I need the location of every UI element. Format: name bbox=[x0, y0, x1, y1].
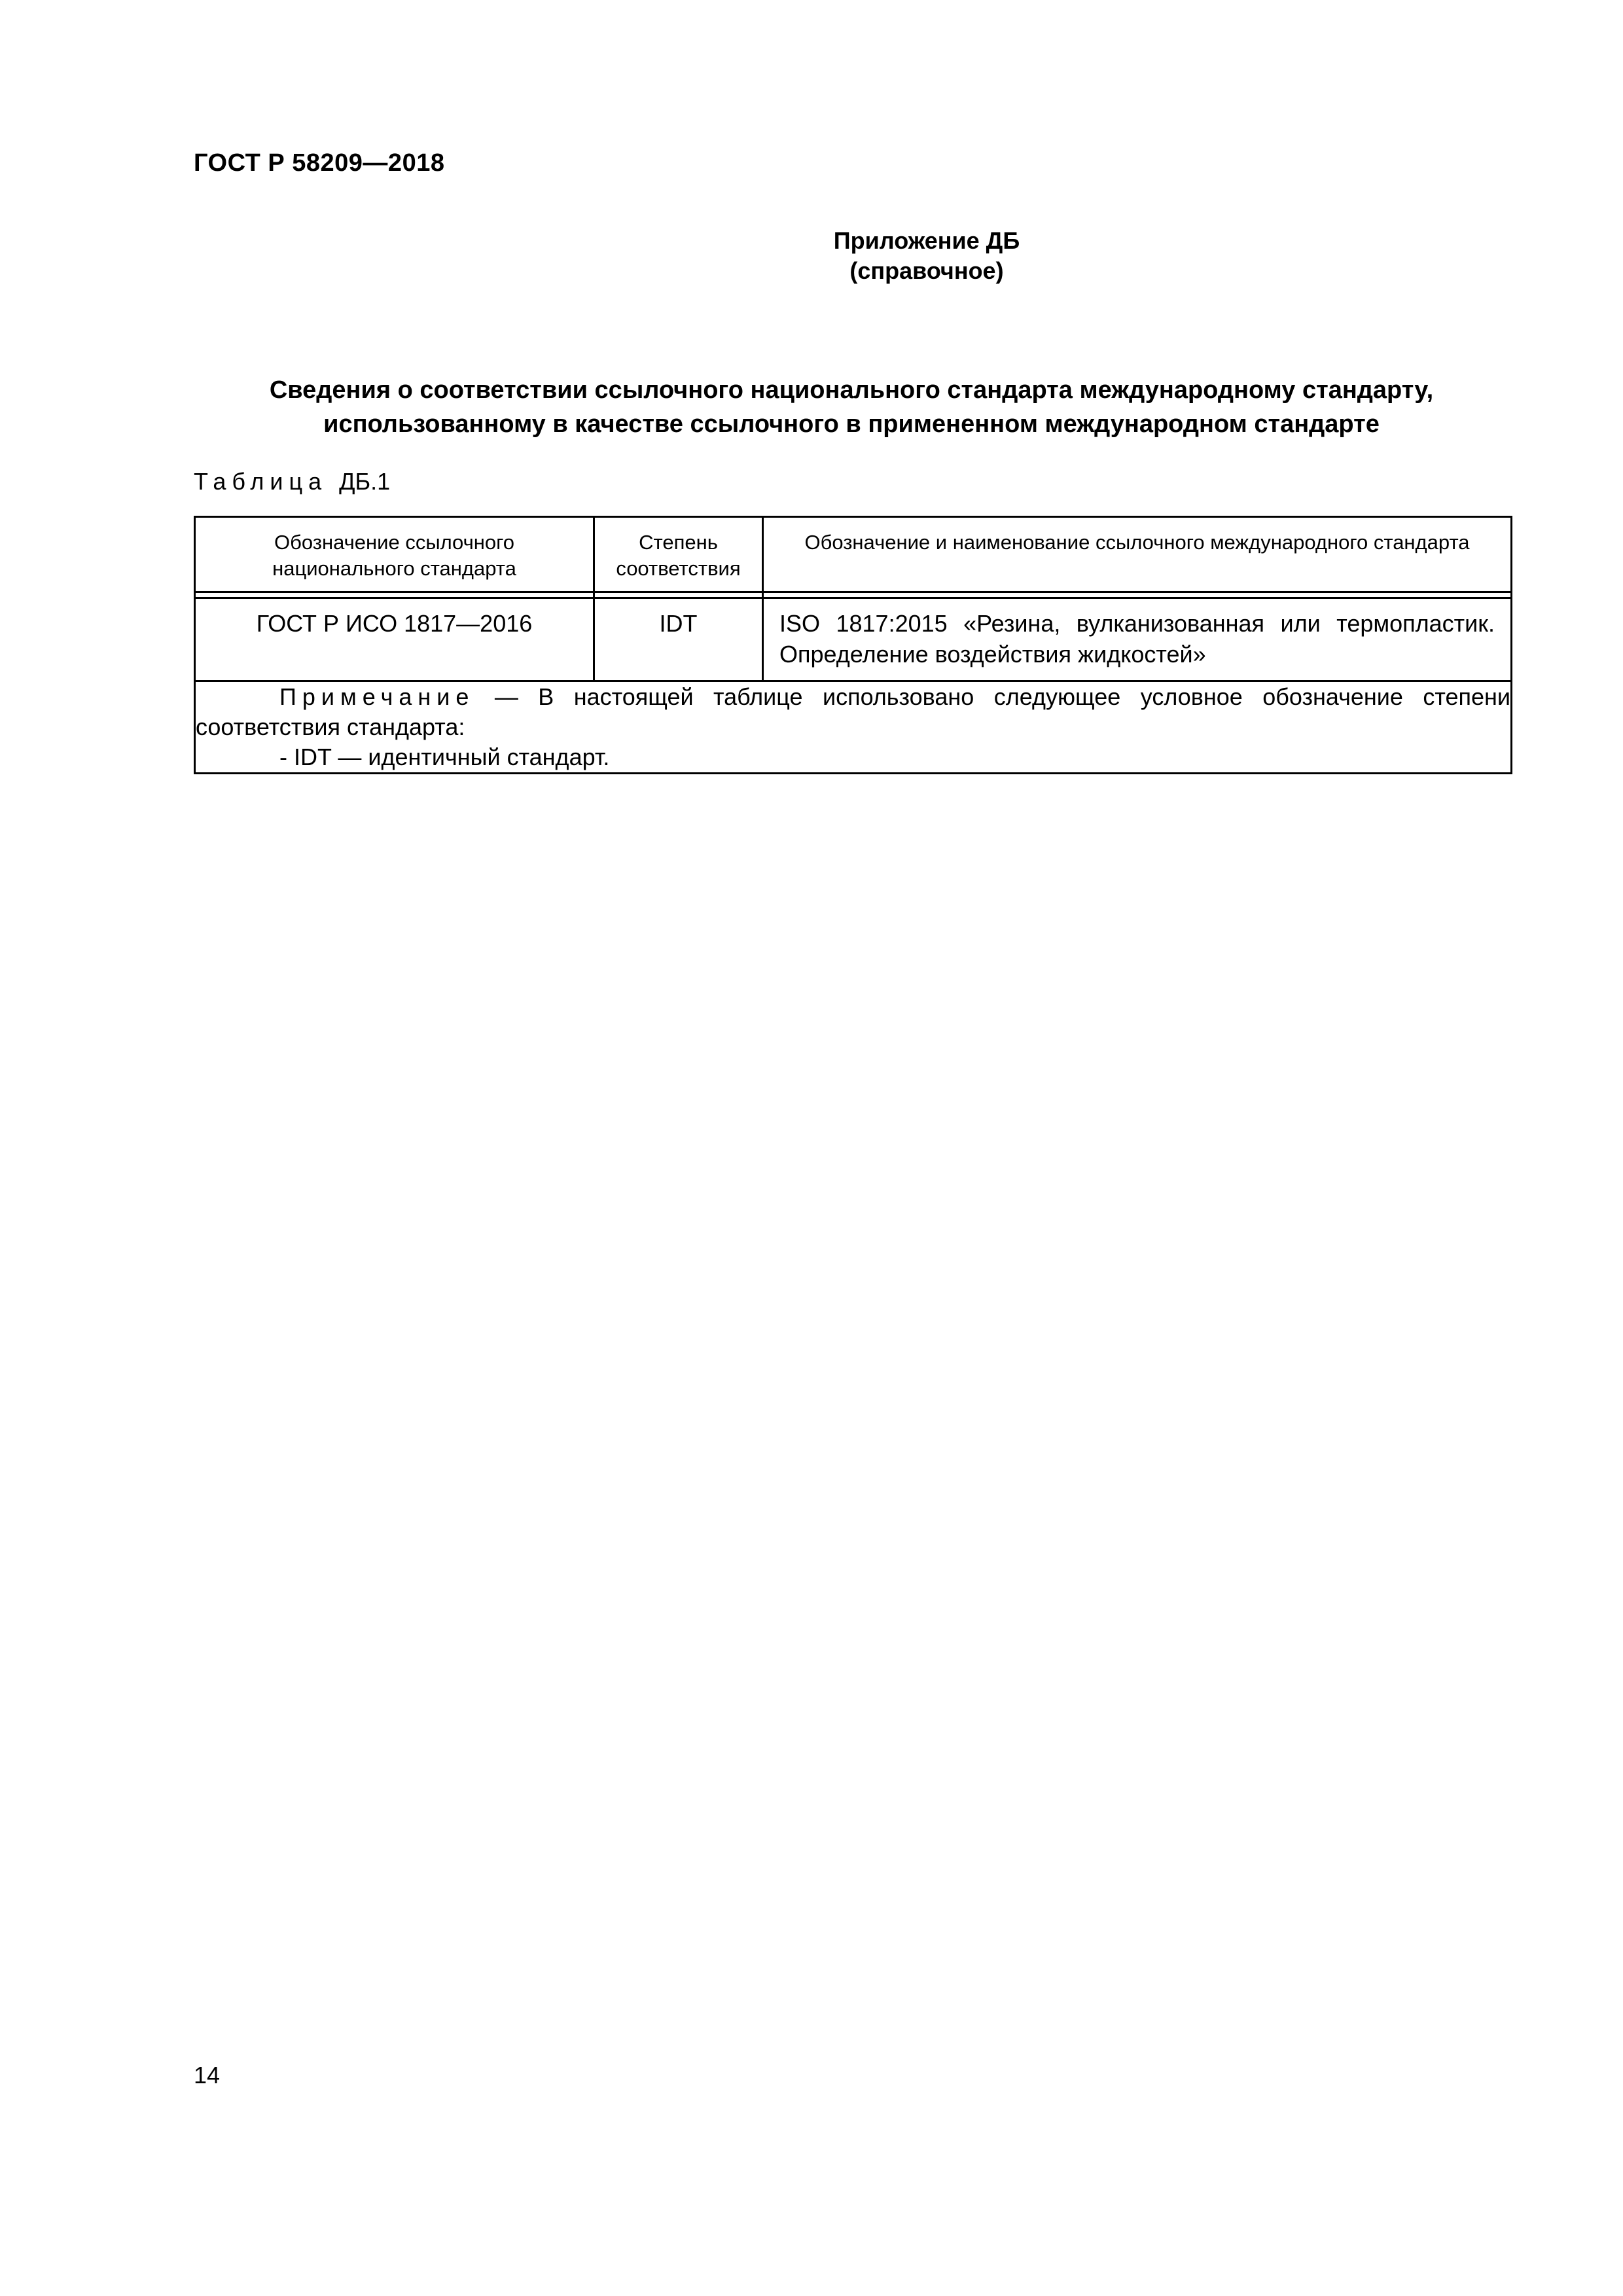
note-row bbox=[195, 681, 1512, 774]
table-note bbox=[195, 681, 1512, 774]
degree-cell: IDT bbox=[594, 598, 763, 681]
table-caption-label: Таблица bbox=[194, 468, 328, 495]
column-header-degree: Степень соответствия bbox=[594, 517, 763, 592]
note-paragraph bbox=[196, 682, 1510, 742]
page-number: 14 bbox=[194, 2062, 221, 2089]
reference-standards-table bbox=[194, 516, 1512, 774]
national-standard-cell: ГОСТ Р ИСО 1817—2016 bbox=[195, 598, 594, 681]
note-label: Примечание bbox=[279, 683, 475, 710]
note-text: — В настоящей таблице использовано следующее условное обозначение степени соответствия стандарта: bbox=[196, 683, 1510, 740]
international-standard-cell: ISO 1817:2015 «Резина, вулканизованная или термопластик. Определение воздействия жидкостей» bbox=[763, 598, 1512, 681]
section-title-line-1: Сведения о соответствии ссылочного национального стандарта международному стандарту, bbox=[269, 376, 1434, 404]
document-designation: ГОСТ Р 58209—2018 bbox=[194, 149, 445, 177]
header-separator bbox=[195, 592, 1512, 598]
appendix-heading bbox=[194, 226, 1509, 286]
column-header-national: Обозначение ссылочного национального стандарта bbox=[195, 517, 594, 592]
header-separator-cell bbox=[195, 592, 594, 598]
section-title-line-2: использованному в качестве ссылочного в примененном международном стандарте bbox=[323, 410, 1380, 438]
note-item: - IDT — идентичный стандарт. bbox=[279, 744, 610, 770]
column-header-international: Обозначение и наименование ссылочного международного стандарта bbox=[763, 517, 1512, 592]
section-title bbox=[194, 373, 1509, 441]
header-separator-cell bbox=[594, 592, 763, 598]
appendix-subtitle: (справочное) bbox=[849, 257, 1004, 284]
header-separator-cell bbox=[763, 592, 1512, 598]
appendix-title: Приложение ДБ bbox=[833, 227, 1020, 254]
table-caption bbox=[194, 468, 390, 495]
table-caption-number: ДБ.1 bbox=[339, 468, 391, 495]
table-row bbox=[195, 598, 1512, 681]
table-header-row bbox=[195, 517, 1512, 592]
